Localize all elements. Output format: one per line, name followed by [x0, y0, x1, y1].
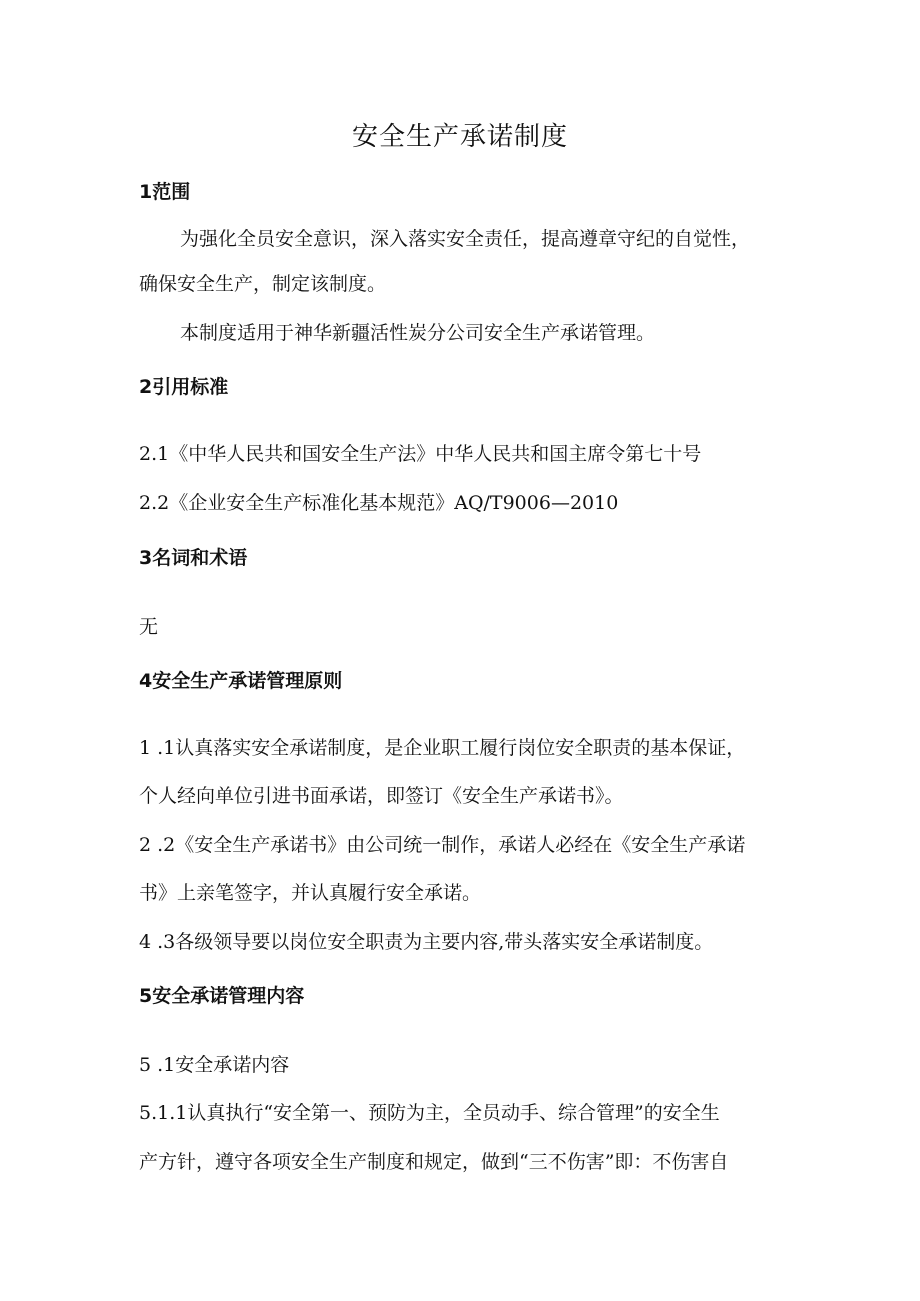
document-title: 安全生产承诺制度 — [351, 122, 568, 152]
section-1-paragraph-1-line-2: 确保安全生产，制定该制度。 — [139, 273, 387, 295]
section-5-heading: 5安全承诺管理内容 — [139, 985, 305, 1007]
section-4-item-1-line-2: 个人经向单位引进书面承诺，即签订《安全生产承诺书》。 — [139, 785, 624, 807]
section-4-item-1-line-1: 1 .1认真落实安全承诺制度，是企业职工履行岗位安全职责的基本保证， — [139, 737, 746, 759]
section-5-item-1-line-2: 产方针，遵守各项安全生产制度和规定，做到“三不伤害”即：不伤害自 — [139, 1151, 729, 1173]
section-2-heading: 2引用标准 — [139, 376, 229, 398]
section-2-reference-2: 2.2《企业安全生产标准化基本规范》AQ/T9006—2010 — [139, 492, 619, 514]
section-5-item-1-line-1: 5.1.1认真执行“安全第一、预防为主，全员动手、综合管理”的安全生 — [139, 1102, 720, 1124]
section-3-body: 无 — [139, 616, 159, 638]
section-5-subheading-1: 5 .1安全承诺内容 — [139, 1054, 290, 1076]
section-3-heading: 3名词和术语 — [139, 547, 248, 569]
section-2-reference-1: 2.1《中华人民共和国安全生产法》中华人民共和国主席令第七十号 — [139, 443, 702, 465]
section-4-item-3: 4 .3各级领导要以岗位安全职责为主要内容,带头落实安全承诺制度。 — [139, 931, 714, 953]
section-1-heading: 1范围 — [139, 181, 191, 203]
section-4-heading: 4安全生产承诺管理原则 — [139, 670, 343, 692]
section-1-paragraph-1-line-1: 为强化全员安全意识，深入落实安全责任，提高遵章守纪的自觉性， — [180, 228, 751, 250]
section-4-item-2-line-1: 2 .2《安全生产承诺书》由公司统一制作，承诺人必经在《安全生产承诺 — [139, 834, 746, 856]
section-4-item-2-line-2: 书》上亲笔签字，并认真履行安全承诺。 — [139, 882, 482, 904]
section-1-paragraph-2: 本制度适用于神华新疆活性炭分公司安全生产承诺管理。 — [180, 322, 656, 344]
